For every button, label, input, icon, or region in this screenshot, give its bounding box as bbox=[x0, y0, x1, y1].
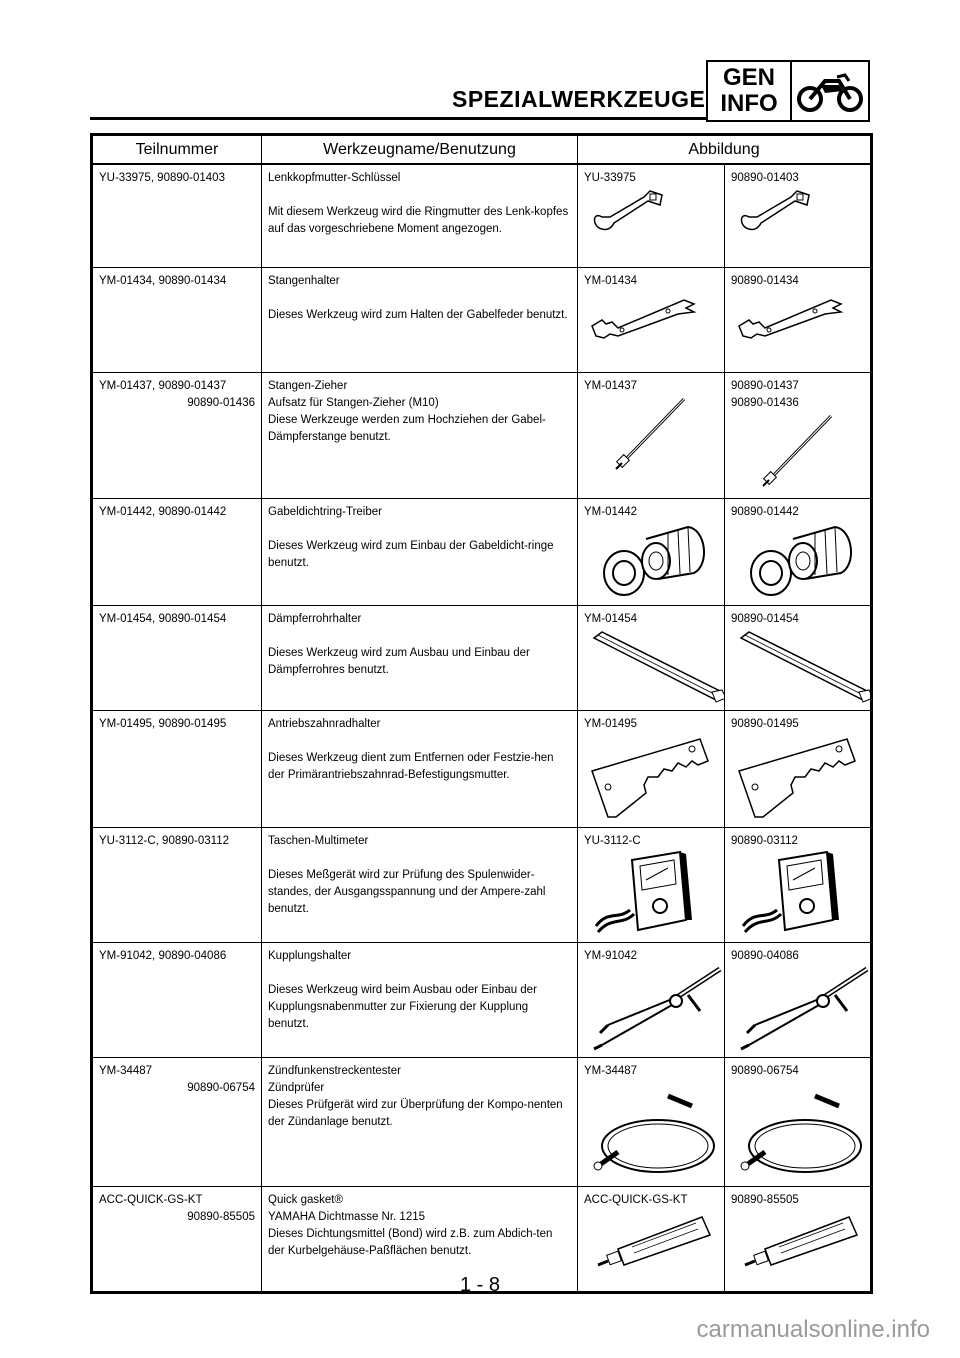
tool-name: Zündfunkenstreckentester bbox=[268, 1065, 401, 1077]
multimeter-icon bbox=[588, 850, 718, 942]
tool-description: Diese Werkzeuge werden zum Hochziehen der Gabel-Dämpferstange benutzt. bbox=[268, 414, 546, 443]
part-number-alt: 90890-85505 bbox=[187, 1211, 255, 1223]
rod-holder-icon bbox=[588, 290, 718, 346]
part-number-cell bbox=[92, 1058, 262, 1187]
header-rule bbox=[90, 117, 706, 120]
tool-name: Stangen-Zieher bbox=[268, 380, 348, 392]
damper-holder-icon bbox=[735, 628, 864, 710]
table-row bbox=[92, 711, 872, 828]
table-row bbox=[92, 606, 872, 711]
damper-holder-icon bbox=[588, 628, 718, 710]
tool-name-cell bbox=[262, 268, 578, 373]
part-number: YU-33975, 90890-01403 bbox=[99, 172, 225, 184]
tool-name: Lenkkopfmutter-Schlüssel bbox=[268, 172, 401, 184]
rod-holder-icon bbox=[735, 290, 864, 346]
part-number-alt: 90890-06754 bbox=[187, 1082, 255, 1094]
part-number-cell bbox=[92, 606, 262, 711]
tool-description: Dieses Werkzeug wird zum Einbau der Gabeldicht-ringe benutzt. bbox=[268, 540, 554, 569]
illustration-cell-2 bbox=[725, 164, 872, 268]
tool-name-cell bbox=[262, 943, 578, 1058]
tool-description: Dieses Werkzeug wird beim Ausbau oder Einbau der Kupplungsnabenmutter zur Fixierung der Kupplung benutzt. bbox=[268, 984, 537, 1030]
tool-name-cell bbox=[262, 373, 578, 499]
illustration-label: 90890-85505 bbox=[731, 1194, 799, 1206]
illustration-cell-2 bbox=[725, 268, 872, 373]
tool-description: Dieses Dichtungsmittel (Bond) wird z.B. zum Abdich-ten der Kurbelgehäuse-Paßflächen benutzt. bbox=[268, 1228, 553, 1257]
illustration-cell-1 bbox=[578, 268, 725, 373]
illustration-cell-1 bbox=[578, 1058, 725, 1187]
page-title: SPEZIALWERKZEUGE bbox=[452, 86, 706, 112]
table-header-row bbox=[92, 135, 872, 165]
illustration-cell-1 bbox=[578, 164, 725, 268]
illustration-cell-1 bbox=[578, 943, 725, 1058]
section-badge bbox=[706, 60, 870, 122]
tool-name-secondary: Zündprüfer bbox=[268, 1082, 325, 1094]
illustration-label: 90890-03112 bbox=[731, 835, 798, 847]
badge-line-gen: GEN bbox=[722, 64, 775, 91]
badge-line-info: INFO bbox=[720, 90, 778, 117]
illustration-label: 90890-01434 bbox=[731, 275, 799, 287]
table-row bbox=[92, 164, 872, 268]
illustration-cell-2 bbox=[725, 499, 872, 606]
tool-description: Dieses Meßgerät wird zur Prüfung des Spulenwider-standes, der Ausgangsspannung und der Ampere-zahl benutzt. bbox=[268, 869, 546, 915]
illustration-cell-2 bbox=[725, 943, 872, 1058]
table-row bbox=[92, 1058, 872, 1187]
rod-puller-icon bbox=[588, 395, 718, 481]
tool-description: Dieses Werkzeug wird zum Halten der Gabelfeder benutzt. bbox=[268, 309, 568, 321]
special-tools-table bbox=[90, 133, 873, 1294]
illustration-label: 90890-06754 bbox=[731, 1065, 799, 1077]
illustration-cell-2 bbox=[725, 373, 872, 499]
tool-description: Dieses Werkzeug dient zum Entfernen oder Festzie-hen der Primärantriebszahnrad-Befestigungsmutter. bbox=[268, 752, 554, 781]
gear-holder-icon bbox=[588, 733, 718, 827]
part-number: ACC-QUICK-GS-KT bbox=[99, 1194, 203, 1206]
tool-name-secondary: Aufsatz für Stangen-Zieher (M10) bbox=[268, 397, 439, 409]
part-number: YM-01454, 90890-01454 bbox=[99, 613, 227, 625]
tool-name: Stangenhalter bbox=[268, 275, 340, 287]
part-number: YM-01437, 90890-01437 bbox=[99, 380, 227, 392]
part-number-cell bbox=[92, 499, 262, 606]
part-number: YM-34487 bbox=[99, 1065, 153, 1077]
illustration-label: YU-33975 bbox=[584, 172, 636, 184]
ignition-tester-icon bbox=[735, 1080, 864, 1186]
header-illustration: Abbildung bbox=[578, 135, 872, 165]
illustration-label: 90890-01454 bbox=[731, 613, 799, 625]
spanner-wrench-icon bbox=[588, 187, 718, 241]
part-number-cell bbox=[92, 164, 262, 268]
illustration-label: 90890-01495 bbox=[731, 718, 799, 730]
table-row bbox=[92, 499, 872, 606]
tool-description: Dieses Prüfgerät wird zur Überprüfung der Kompo-nenten der Zündanlage benutzt. bbox=[268, 1099, 563, 1128]
illustration-cell-1 bbox=[578, 499, 725, 606]
badge-text bbox=[708, 62, 792, 120]
table-row bbox=[92, 943, 872, 1058]
illustration-label: ACC-QUICK-GS-KT bbox=[584, 1194, 688, 1206]
page-number: 1 - 8 bbox=[459, 1274, 501, 1296]
tool-name: Kupplungshalter bbox=[268, 950, 352, 962]
illustration-cell-2 bbox=[725, 1058, 872, 1187]
illustration-label: 90890-01403 bbox=[731, 172, 799, 184]
header-part-number: Teilnummer bbox=[92, 135, 262, 165]
tool-name-cell bbox=[262, 499, 578, 606]
illustration-label: 90890-04086 bbox=[731, 950, 799, 962]
table-row bbox=[92, 828, 872, 943]
clutch-holder-icon bbox=[735, 965, 864, 1057]
part-number-cell bbox=[92, 943, 262, 1058]
rod-puller-icon bbox=[735, 412, 864, 498]
table-row bbox=[92, 268, 872, 373]
part-number-cell bbox=[92, 268, 262, 373]
part-number: YM-91042, 90890-04086 bbox=[99, 950, 227, 962]
part-number-cell bbox=[92, 828, 262, 943]
part-number: YU-3112-C, 90890-03112 bbox=[99, 835, 229, 847]
tool-description: Dieses Werkzeug wird zum Ausbau und Einbau der Dämpferrohres benutzt. bbox=[268, 647, 530, 676]
tool-name-secondary: YAMAHA Dichtmasse Nr. 1215 bbox=[268, 1211, 426, 1223]
illustration-label: YM-01442 bbox=[584, 506, 638, 518]
illustration-label: 90890-01437 bbox=[731, 380, 799, 392]
tool-name-cell bbox=[262, 164, 578, 268]
seal-driver-icon bbox=[735, 521, 864, 605]
illustration-label: 90890-01442 bbox=[731, 506, 799, 518]
tool-description: Mit diesem Werkzeug wird die Ringmutter des Lenk-kopfes auf das vorgeschriebene Moment angezogen. bbox=[268, 206, 569, 235]
ignition-tester-icon bbox=[588, 1080, 718, 1186]
illustration-cell-1 bbox=[578, 373, 725, 499]
illustration-cell-1 bbox=[578, 711, 725, 828]
part-number-alt: 90890-01436 bbox=[187, 397, 255, 409]
clutch-holder-icon bbox=[588, 965, 718, 1057]
part-number: YM-01495, 90890-01495 bbox=[99, 718, 227, 730]
illustration-cell-2 bbox=[725, 606, 872, 711]
illustration-label: YU-3112-C bbox=[584, 835, 641, 847]
illustration-cell-2 bbox=[725, 828, 872, 943]
tool-name: Antriebszahnradhalter bbox=[268, 718, 381, 730]
part-number-cell bbox=[92, 373, 262, 499]
illustration-label: YM-01495 bbox=[584, 718, 638, 730]
tool-name-cell bbox=[262, 1058, 578, 1187]
illustration-cell-1 bbox=[578, 828, 725, 943]
tool-name: Gabeldichtring-Treiber bbox=[268, 506, 382, 518]
tool-name: Quick gasket® bbox=[268, 1194, 343, 1206]
header-tool-name: Werkzeugname/Benutzung bbox=[262, 135, 578, 165]
multimeter-icon bbox=[735, 850, 864, 942]
illustration-label: YM-01437 bbox=[584, 380, 638, 392]
tool-name-cell bbox=[262, 828, 578, 943]
illustration-label: YM-01454 bbox=[584, 613, 638, 625]
illustration-cell-1 bbox=[578, 606, 725, 711]
part-number: YM-01442, 90890-01442 bbox=[99, 506, 227, 518]
watermark: carmanualsonline.info bbox=[696, 1316, 930, 1343]
tool-name-cell bbox=[262, 606, 578, 711]
illustration-label: YM-91042 bbox=[584, 950, 638, 962]
tool-name-cell bbox=[262, 711, 578, 828]
illustration-label: YM-01434 bbox=[584, 275, 638, 287]
illustration-label-secondary: 90890-01436 bbox=[731, 397, 799, 409]
illustration-label: YM-34487 bbox=[584, 1065, 638, 1077]
table-row bbox=[92, 373, 872, 499]
part-number-cell bbox=[92, 711, 262, 828]
seal-driver-icon bbox=[588, 521, 718, 605]
tool-name: Dämpferrohrhalter bbox=[268, 613, 362, 625]
spanner-wrench-icon bbox=[735, 187, 864, 241]
part-number: YM-01434, 90890-01434 bbox=[99, 275, 227, 287]
gear-holder-icon bbox=[735, 733, 864, 827]
motorcycle-icon bbox=[792, 62, 868, 120]
tool-name: Taschen-Multimeter bbox=[268, 835, 369, 847]
illustration-cell-2 bbox=[725, 711, 872, 828]
